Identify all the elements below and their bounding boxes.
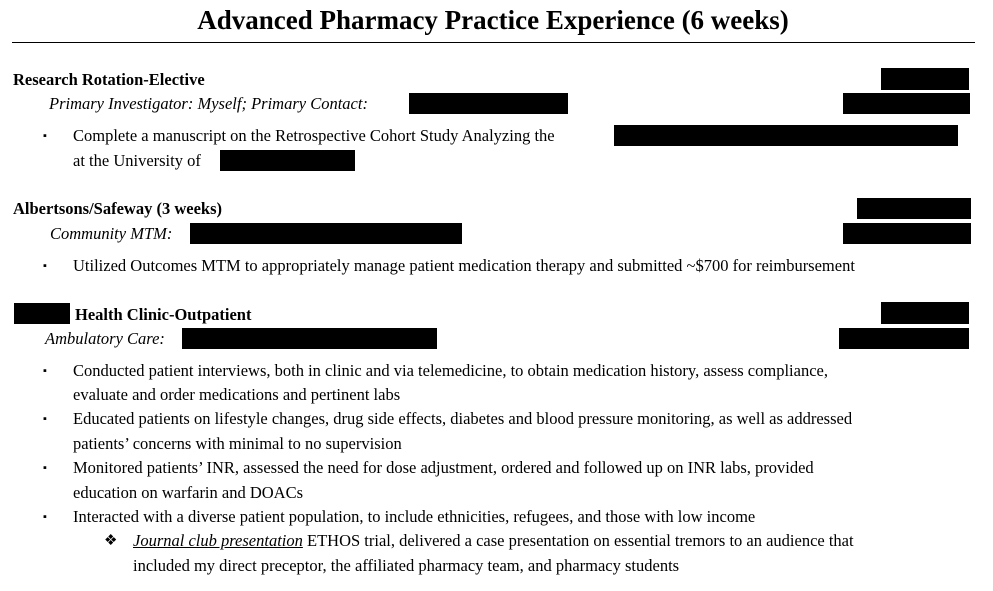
sub-bullet-text: included my direct preceptor, the affiliated pharmacy team, and pharmacy students [133,556,680,575]
section-subtitle-albertsons: Community MTM: [50,224,173,243]
bullet-icon: ▪ [43,511,47,523]
bullet-text: education on warfarin and DOACs [73,483,304,502]
redacted-block [881,68,969,90]
redacted-block [220,150,355,171]
page-title: Advanced Pharmacy Practice Experience (6 weeks) [197,5,789,35]
redacted-block [857,198,971,219]
bullet-text: Conducted patient interviews, both in clinic and via telemedicine, to obtain medication history, assess compliance, [73,361,828,380]
redacted-block [839,328,969,349]
redacted-block [843,93,970,114]
section-title-research: Research Rotation-Elective [13,70,205,89]
diamond-bullet-icon: ❖ [104,533,118,549]
bullet-text: Complete a manuscript on the Retrospective Cohort Study Analyzing the [73,126,555,145]
sub-bullet-line [133,531,854,551]
bullet-text: Utilized Outcomes MTM to appropriately manage patient medication therapy and submitted ~$700 for reimbursement [73,256,855,275]
section-subtitle-research: Primary Investigator: Myself; Primary Contact: [49,94,368,113]
journal-club-link-text: Journal club presentation [133,531,303,550]
redacted-block [881,302,969,324]
redacted-block [409,93,568,114]
section-subtitle-health-clinic: Ambulatory Care: [45,329,165,348]
title-divider [12,42,975,43]
redacted-block [843,223,971,244]
bullet-text: evaluate and order medications and pertinent labs [73,385,401,404]
bullet-icon: ▪ [43,260,47,272]
bullet-text: Monitored patients’ INR, assessed the need for dose adjustment, ordered and followed up on INR labs, provided [73,458,814,477]
bullet-text: patients’ concerns with minimal to no supervision [73,434,402,453]
section-title-health-clinic: Health Clinic-Outpatient [75,305,252,324]
redacted-block [190,223,462,244]
redacted-block [614,125,958,146]
bullet-icon: ▪ [43,462,47,474]
bullet-text: Interacted with a diverse patient population, to include ethnicities, refugees, and those with low income [73,507,756,526]
redacted-block [14,303,70,324]
bullet-text: Educated patients on lifestyle changes, drug side effects, diabetes and blood pressure monitoring, as well as addressed [73,409,853,428]
redacted-block [182,328,437,349]
bullet-icon: ▪ [43,413,47,425]
section-title-albertsons: Albertsons/Safeway (3 weeks) [13,199,222,218]
bullet-icon: ▪ [43,130,47,142]
bullet-icon: ▪ [43,365,47,377]
bullet-text: at the University of [73,151,201,170]
sub-bullet-text: ETHOS trial, delivered a case presentation on essential tremors to an audience that [302,531,854,550]
